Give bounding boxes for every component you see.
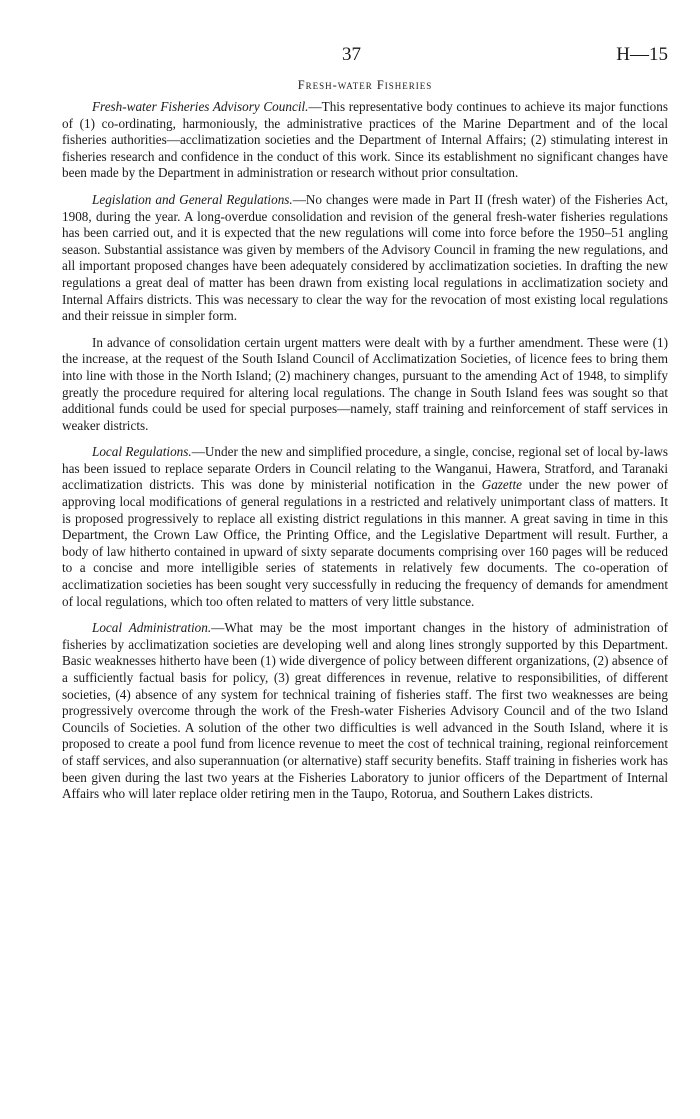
paragraph-heading: Fresh-water Fisheries Advisory Council. bbox=[92, 99, 309, 114]
paragraph-body-continued: under the new power of approving local modifications of general regulations in a restricted and relatively unimportant class of matters. It is proposed progressively to replace all existing district regulations in this manner. A great saving in time in this Department, the Crown Law Office, the Printing Office, and the Legislative Department will result. Further, a body of law hitherto contained in upward of sixty separate documents comprising over 160 pages will be reduced to a concise and more intelligible series of statements in relatively few documents. The co-operation of acclimatization societies has been sought very successfully in reducing the frequency of demands for amendment of local regulations, which too often related to matters of very little substance. bbox=[62, 477, 668, 609]
document-reference: H—15 bbox=[616, 44, 668, 65]
paragraph-heading: Legislation and General Regulations. bbox=[92, 191, 293, 207]
paragraph-advisory-council bbox=[62, 99, 668, 182]
section-title: Fresh-water Fisheries bbox=[297, 78, 433, 92]
paragraph-body: —Under the new and simplified procedure, a single, concise, regional set of local by-laws has been issued to replace separate Orders in Council relating to the Wanganui, Hawera, Stratford, and Taranaki acclimatization districts. This was done by ministerial notification in the bbox=[62, 444, 668, 493]
paragraph-body: —No changes were made in Part II (fresh water) of the Fisheries Act, 1908, during the year. A long-overdue consolidation and revision of the general fresh-water fisheries regulations has been carried out, and it is expected that the new regulations will come into force before the 1950–51 angling season. Substantial assistance was given by members of the Advisory Council in framing the new regulations, and all important proposed changes have been adequately considered by acclimatization societies. In drafting the new regulations a great deal of matter has been drawn from existing local regulations in acclimatization society and Internal Affairs districts. This was necessary to clear the way for the revocation of most existing local regulations and their reissue in simpler form. bbox=[62, 191, 668, 324]
gazette-reference: Gazette bbox=[481, 477, 522, 493]
paragraph-body: In advance of consolidation certain urgent matters were dealt with by a further amendment. These were (1) the increase, at the request of the South Island Council of Acclimatization Societies, of licence fees to bring them into line with those in the North Island; (2) machinery changes, pursuant to the amending Act of 1948, to simplify greatly the procedure required for altering local regulations. The change in South Island fees was sought so that additional funds could be used for special purposes—namely, staff training and reinforcement of staff services in weaker districts. bbox=[62, 334, 668, 433]
paragraph-body: —This representative body continues to achieve its major functions of (1) co-ordinating, harmoniously, the administrative practices of the Marine Department and of the local fisheries authorities—acclimatization societies and the Department of Internal Affairs; (2) stimulating interest in fisheries research and confidence in the conduct of this work. Since its establishment no significant changes have been made by the Department in administration or research without prior consultation. bbox=[62, 99, 669, 181]
body-text bbox=[62, 99, 668, 803]
page-number: 37 bbox=[342, 44, 361, 65]
page-header bbox=[62, 44, 668, 74]
paragraph-body: —What may be the most important changes in the history of administration of fisheries by acclimatization societies are developing well and along lines strongly supported by this Department. Basic weaknesses hitherto have been (1) wide divergence of policy between different organizations, (2) absence of a sufficiently factual basis for policy, (3) great differences in revenue, relative to responsibilities, of different societies, (4) absence of any system for technical training of fisheries staff. The first two weaknesses are being progressively overcome through the work of the Fresh-water Fisheries Advisory Council and of the two Island Councils of Societies. A solution of the other two difficulties is well advanced in the South Island, where it is proposed to create a pool fund from licence revenue to meet the cost of technical training, regional reinforcement of staff services, and also superannuation (or alternative) staff security benefits. Staff training in fisheries work has been given during the last two years at the Fisheries Laboratory to junior officers of the Department of Internal Affairs who will later replace older retiring men in the Taupo, Rotorua, and Southern Lakes districts. bbox=[62, 620, 668, 802]
paragraph-consolidation bbox=[62, 335, 668, 435]
document-page bbox=[62, 44, 668, 803]
paragraph-heading: Local Regulations. bbox=[92, 444, 192, 460]
paragraph-heading: Local Administration. bbox=[92, 620, 212, 636]
paragraph-local-administration bbox=[62, 620, 668, 803]
paragraph-local-regulations bbox=[62, 444, 668, 610]
paragraph-legislation bbox=[62, 192, 668, 325]
